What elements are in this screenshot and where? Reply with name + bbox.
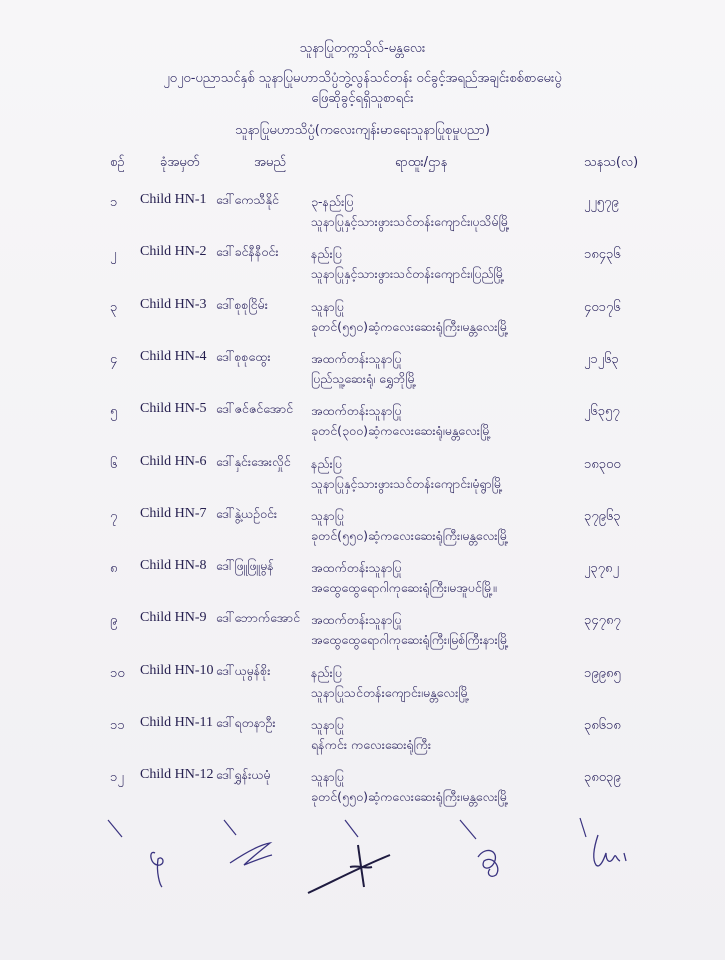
position-department xyxy=(311,506,509,546)
code-number: ၃၈၆၁၈ xyxy=(584,718,621,733)
position-title: အထက်တန်းသူနာပြု xyxy=(311,612,402,628)
table-row xyxy=(0,558,725,610)
code-number: ၄၀၁၇၆ xyxy=(584,299,621,315)
table-row xyxy=(0,192,725,244)
position-department xyxy=(311,715,431,755)
seat-number: Child HN-2 xyxy=(140,244,207,260)
code-number: ၁၈၃၀၀ xyxy=(584,456,621,472)
code-number: ၃၇၉၆၃ xyxy=(584,508,621,524)
row-number: ၃ xyxy=(110,299,118,315)
position-department xyxy=(311,663,469,703)
candidate-name: ဒေါ်ရွှန်းယမုံ xyxy=(216,767,271,783)
position-title: အထက်တန်းသူနာပြု xyxy=(311,350,402,366)
seat-number: Child HN-6 xyxy=(140,453,207,469)
row-number: ၉ xyxy=(110,613,118,629)
department: ပြည်သူ့ဆေးရုံ၊ ရွှေဘိုမြို့ xyxy=(311,370,417,386)
code-number: ၂၂၅၇၉ xyxy=(584,195,619,210)
candidate-name: ဒေါ်ရတနာဦး xyxy=(216,715,276,730)
seat-number: Child HN-11 xyxy=(140,715,213,730)
candidate-name: ဒေါ်နှင်းအေးလှိုင် xyxy=(216,453,291,469)
candidate-name: ဒေါ်ယုမွန်စိုး xyxy=(216,662,271,678)
col-header-seat: ခုံအမှတ် xyxy=(160,155,200,170)
table-row xyxy=(0,297,725,349)
position-department xyxy=(311,297,509,337)
department: ခုတင်(၅၅၀)ဆံ့ကလေးဆေးရုံကြီး၊မန္တလေးမြို့ xyxy=(311,789,509,805)
position-title: အထက်တန်းသူနာပြု xyxy=(311,403,402,419)
table-row xyxy=(0,506,725,558)
position-title: အထက်တန်းသူနာပြု xyxy=(311,560,402,576)
department: သူနာပြုနှင့်သားဖွားသင်တန်းကျောင်း၊ပုသိမ်မြို့ xyxy=(311,214,510,229)
row-number: ၁ xyxy=(110,195,118,210)
row-number: ၁၁ xyxy=(110,718,125,733)
seat-number: Child HN-12 xyxy=(140,767,214,783)
university-title: သူနာပြုတက္ကသိုလ်-မန္တလေး xyxy=(299,41,426,56)
position-department xyxy=(311,401,491,441)
row-number: ၅ xyxy=(110,404,118,420)
table-row xyxy=(0,767,725,819)
position-department xyxy=(311,610,509,650)
department: ရန်ကင်း ကလေးဆေးရုံကြီး xyxy=(311,737,432,752)
position-title: သူနာပြု xyxy=(311,507,344,523)
signature-4 xyxy=(450,815,530,905)
candidate-name: ဒေါ်ကေသီနိုင် xyxy=(216,192,279,207)
department: သူနာပြုသင်တန်းကျောင်း၊မန္တလေးမြို့ xyxy=(311,684,470,700)
col-header-name: အမည် xyxy=(254,155,286,170)
signature-1 xyxy=(100,815,180,905)
table-row xyxy=(0,610,725,662)
col-header-code: သနသ(လ) xyxy=(584,155,639,170)
candidate-name: ဒေါ်ဘောက်အောင် xyxy=(216,610,301,626)
exam-title: ၂၀၂၀-ပညာသင်နှစ် သူနာပြုမဟာသိပ္ပံဘွဲ့လွန်သင်တန်း ဝင်ခွင့်အရည်အချင်းစစ်စာမေးပွဲ xyxy=(163,71,562,86)
seat-number: Child HN-5 xyxy=(140,401,207,417)
list-title: ဖြေဆိုခွင့်ရရှိသူစာရင်း xyxy=(311,91,414,106)
department: ခုတင်(၅၅၀)ဆံ့ကလေးဆေးရုံကြီး၊မန္တလေးမြို့ xyxy=(311,527,509,543)
position-title: နည်းပြ xyxy=(311,455,342,471)
candidate-name: ဒေါ်စုစုငြိမ်း xyxy=(216,296,268,312)
program-title: သူနာပြုမဟာသိပ္ပံ(ကလေးကျန်းမာရေးသူနာပြုစုမှုပညာ) xyxy=(235,123,490,138)
seat-number: Child HN-7 xyxy=(140,505,207,521)
seat-number: Child HN-3 xyxy=(140,296,207,312)
code-number: ၂၃၇၈၂ xyxy=(584,561,619,577)
table-row xyxy=(0,454,725,506)
table-row xyxy=(0,349,725,401)
position-title: သူနာပြု xyxy=(311,298,344,314)
department: သူနာပြုနှင့်သားဖွားသင်တန်းကျောင်း၊ပြည်မြို့ xyxy=(311,266,505,282)
col-header-no: စဉ် xyxy=(110,155,125,170)
row-number: ၁၀ xyxy=(110,665,125,681)
col-header-position: ရာထူး/ဌာန xyxy=(395,155,448,170)
position-title: သူနာပြု xyxy=(311,769,344,785)
position-department xyxy=(311,349,417,389)
position-department xyxy=(311,192,510,232)
seat-number: Child HN-8 xyxy=(140,558,207,574)
department: ခုတင်(၃၀၀)ဆံ့ကလေးဆေးရုံ၊မန္တလေးမြို့ xyxy=(311,423,492,439)
signature-3 xyxy=(300,815,400,905)
department: ခုတင်(၅၅၀)ဆံ့ကလေးဆေးရုံကြီး၊မန္တလေးမြို့ xyxy=(311,318,509,334)
seat-number: Child HN-4 xyxy=(140,348,207,364)
position-department xyxy=(311,558,497,598)
position-title: သူနာပြု xyxy=(311,717,344,732)
row-number: ၂ xyxy=(110,247,117,263)
row-number: ၄ xyxy=(110,351,118,367)
department: အထွေထွေရောဂါကုဆေးရုံကြီး၊မြစ်ကြီးနားမြို့ xyxy=(311,632,509,648)
row-number: ၁၂ xyxy=(110,770,124,786)
department: သူနာပြုနှင့်သားဖွားသင်တန်းကျောင်း၊မုံရွာမြို့ xyxy=(311,475,503,491)
seat-number: Child HN-10 xyxy=(140,662,214,678)
row-number: ၇ xyxy=(110,508,118,524)
candidate-name: ဒေါ်ခင်နီနီဝင်း xyxy=(216,244,279,260)
table-row xyxy=(0,715,725,767)
signature-2 xyxy=(210,815,290,905)
position-department xyxy=(311,244,505,284)
seat-number: Child HN-1 xyxy=(140,192,207,207)
code-number: ၃၈၀၃၉ xyxy=(584,770,621,786)
candidate-name: ဒေါ်နွဲ့ယဉ်ဝင်း xyxy=(216,505,278,521)
code-number: ၂၆၃၅၇ xyxy=(584,404,620,420)
table-row xyxy=(0,401,725,453)
seat-number: Child HN-9 xyxy=(140,610,207,626)
department: အထွေထွေရောဂါကုဆေးရုံကြီး၊မအူပင်မြို့။ xyxy=(311,580,497,596)
position-department xyxy=(311,454,503,494)
candidate-name: ဒေါ်ဖြူဖြူမွန် xyxy=(216,558,274,574)
candidate-name: ဒေါ်စုစုထွေး xyxy=(216,348,271,364)
row-number: ၈ xyxy=(110,561,118,577)
table-row xyxy=(0,663,725,715)
table-row xyxy=(0,244,725,296)
code-number: ၂၁၂၆၃ xyxy=(584,351,619,367)
code-number: ၁၈၄၃၆ xyxy=(584,247,621,263)
row-number: ၆ xyxy=(110,456,118,472)
code-number: ၁၉၉၈၅ xyxy=(584,665,621,681)
position-title: နည်းပြ xyxy=(311,246,342,262)
candidate-name: ဒေါ်ဇင်ဇင်အောင် xyxy=(216,401,294,417)
position-title: နည်းပြ xyxy=(311,664,342,680)
position-department xyxy=(311,767,509,807)
signature-5 xyxy=(570,815,650,905)
position-title: ၃-နည်းပြ xyxy=(311,194,354,209)
code-number: ၃၄၇၈၇ xyxy=(584,613,621,629)
